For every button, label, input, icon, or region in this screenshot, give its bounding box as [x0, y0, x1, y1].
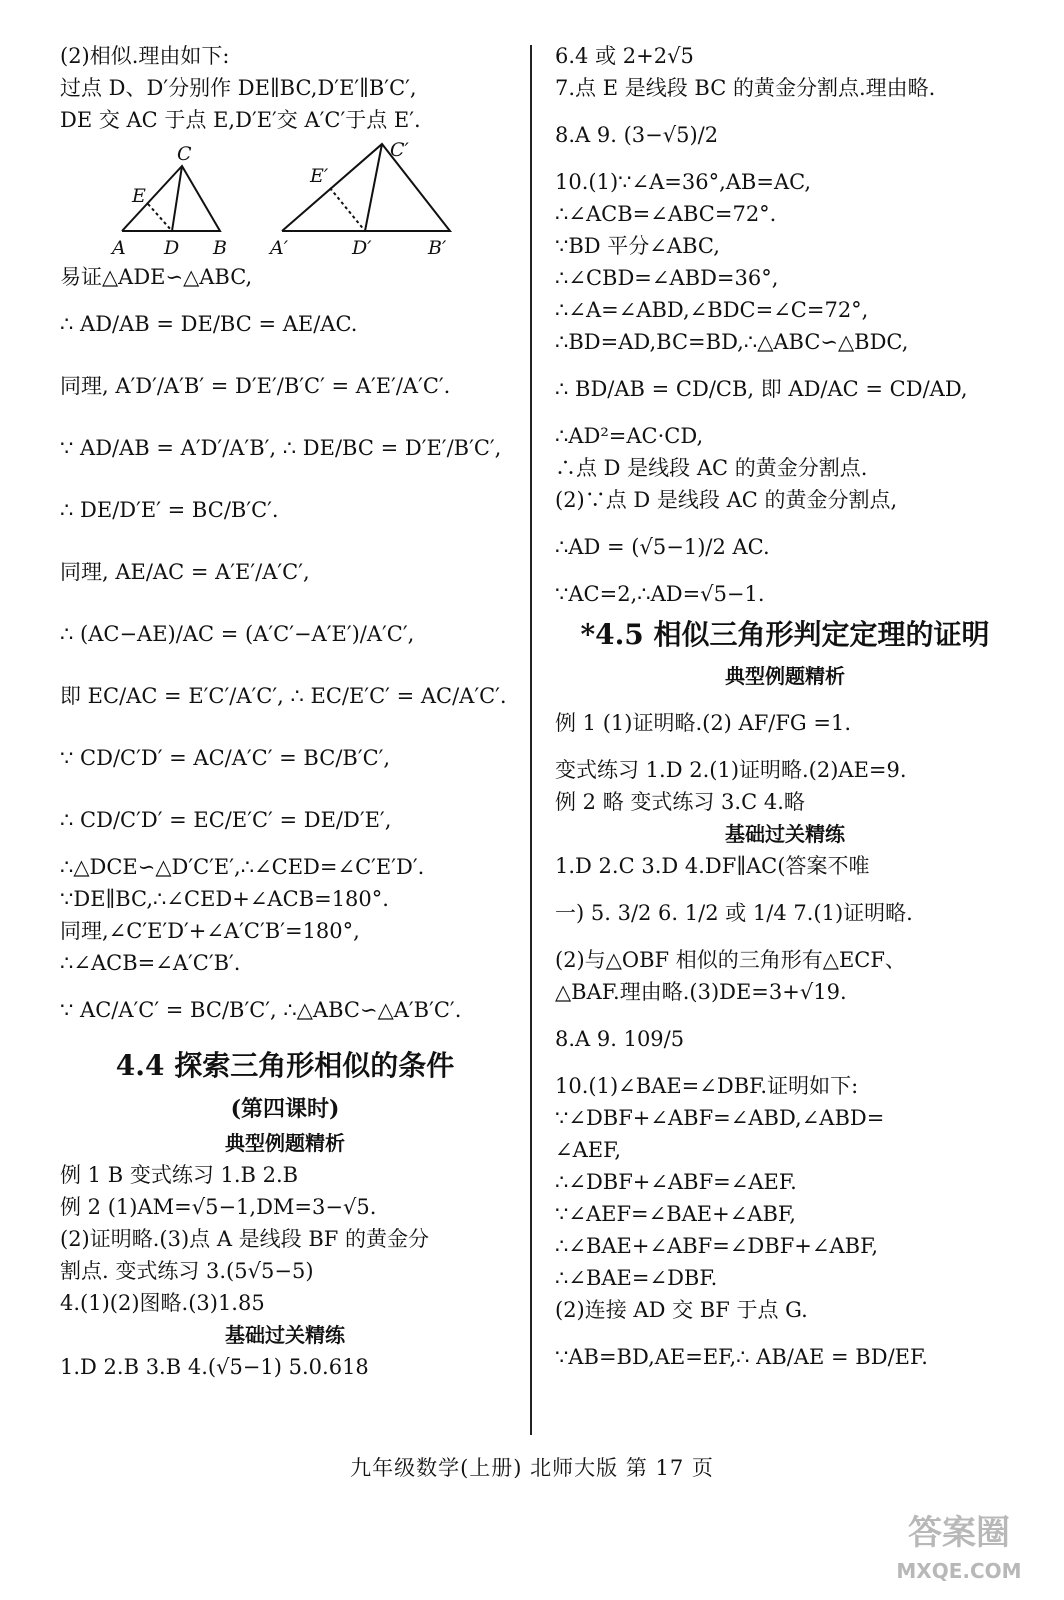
watermark-stamp: [874, 1500, 1044, 1590]
answer-line: ∴∠BAE=∠DBF.: [555, 1266, 718, 1290]
label-c-prime: C′: [390, 139, 409, 161]
answer-line: 同理, AE/AC = A′E′/A′C′,: [60, 560, 310, 584]
answer-line: ∴ (AC−AE)/AC = (A′C′−A′E′)/A′C′,: [60, 622, 415, 646]
answer-line: ∵ CD/C′D′ = AC/A′C′ = BC/B′C′,: [60, 746, 391, 770]
label-a: A: [112, 237, 126, 259]
label-a-prime: A′: [270, 237, 289, 259]
label-b-prime: B′: [428, 237, 447, 259]
left-column: [60, 40, 510, 1383]
answer-line: ∵AB=BD,AE=EF,∴ AB/AE = BD/EF.: [555, 1345, 928, 1369]
label-c: C: [177, 143, 192, 165]
column-divider: [530, 45, 532, 1435]
answer-line: 例 2 略 变式练习 3.C 4.略: [555, 790, 805, 814]
answer-line: 割点. 变式练习 3.(5√5−5): [60, 1259, 314, 1283]
section-heading: *4.5 相似三角形判定定理的证明: [580, 618, 990, 651]
section-heading: 4.4 探索三角形相似的条件: [115, 1049, 455, 1082]
segment-e1d1: [330, 188, 365, 231]
answer-line: 同理,∠C′E′D′+∠A′C′B′=180°,: [60, 919, 360, 943]
answer-line: ∴BD=AD,BC=BD,∴△ABC∽△BDC,: [555, 330, 909, 354]
right-column: [555, 40, 1015, 1388]
answer-line: ∴ CD/C′D′ = EC/E′C′ = DE/D′E′,: [60, 808, 392, 832]
label-b: B: [213, 237, 227, 259]
answer-line: 6.4 或 2+2√5: [555, 44, 694, 68]
answer-line: ∴∠BAE+∠ABF=∠DBF+∠ABF,: [555, 1234, 879, 1258]
answer-line: ∴ BD/AB = CD/CB, 即 AD/AC = CD/AD,: [555, 377, 968, 401]
answer-line: 例 1 B 变式练习 1.B 2.B: [60, 1163, 299, 1187]
answer-line: 8.A 9. (3−√5)/2: [555, 123, 719, 147]
answer-line: (2)∵点 D 是线段 AC 的黄金分割点,: [555, 488, 898, 512]
similar-triangles-diagram: [60, 136, 510, 261]
watermark-line2: MXQE.COM: [896, 1559, 1022, 1583]
answer-line: ∵ AC/A′C′ = BC/B′C′, ∴△ABC∽△A′B′C′.: [60, 998, 462, 1022]
answer-line: 变式练习 1.D 2.(1)证明略.(2)AE=9.: [555, 758, 907, 782]
answer-line: DE 交 AC 于点 E,D′E′交 A′C′于点 E′.: [60, 108, 421, 132]
answer-line: ∠AEF,: [555, 1138, 622, 1162]
triangle-a1b1c1: [282, 144, 450, 231]
triangle-figure: [60, 136, 510, 261]
answer-line: ∴∠CBD=∠ABD=36°,: [555, 266, 779, 290]
section-heading: 典型例题精析: [225, 1131, 345, 1155]
label-e: E: [132, 185, 146, 207]
section-heading: 基础过关精练: [725, 822, 845, 846]
answer-line: ∵AC=2,∴AD=√5−1.: [555, 582, 765, 606]
answer-line: (2)证明略.(3)点 A 是线段 BF 的黄金分: [60, 1227, 430, 1251]
answer-line: 1.D 2.B 3.B 4.(√5−1) 5.0.618: [60, 1355, 369, 1379]
label-d: D: [164, 237, 180, 259]
answer-line: ∴AD²=AC·CD,: [555, 424, 704, 448]
answer-line: ∴∠ACB=∠ABC=72°.: [555, 202, 777, 226]
answer-line: ∴ AD/AB = DE/BC = AE/AC.: [60, 312, 358, 336]
answer-line: ∵BD 平分∠ABC,: [555, 234, 720, 258]
answer-line: (2)与△OBF 相似的三角形有△ECF、: [555, 948, 906, 972]
answer-line: ∴AD = (√5−1)/2 AC.: [555, 535, 770, 559]
answer-line: ∴∠DBF+∠ABF=∠AEF.: [555, 1170, 797, 1194]
answer-line: ∴点 D 是线段 AC 的黄金分割点.: [555, 456, 868, 480]
answer-line: 例 1 (1)证明略.(2) AF/FG =1.: [555, 711, 852, 735]
watermark-line1: 答案圈: [908, 1513, 1010, 1553]
label-d-prime: D′: [352, 237, 372, 259]
answer-line: ∴△DCE∽△D′C′E′,∴∠CED=∠C′E′D′.: [60, 855, 425, 879]
answer-line: 一) 5. 3/2 6. 1/2 或 1/4 7.(1)证明略.: [555, 901, 913, 925]
answer-line: 例 2 (1)AM=√5−1,DM=3−√5.: [60, 1195, 377, 1219]
label-e-prime: E′: [310, 165, 329, 187]
answer-line: 10.(1)∵∠A=36°,AB=AC,: [555, 170, 812, 194]
page-footer: 九年级数学(上册) 北师大版 第 17 页: [350, 1456, 714, 1480]
answer-line: ∴∠ACB=∠A′C′B′.: [60, 951, 241, 975]
answer-line: 过点 D、D′分别作 DE∥BC,D′E′∥B′C′,: [60, 76, 417, 100]
answer-line: ∴∠A=∠ABD,∠BDC=∠C=72°,: [555, 298, 869, 322]
answer-line: 7.点 E 是线段 BC 的黄金分割点.理由略.: [555, 76, 936, 100]
answer-line: 4.(1)(2)图略.(3)1.85: [60, 1291, 265, 1315]
answer-line: (2)相似.理由如下:: [60, 44, 230, 68]
answer-line: ∴ DE/D′E′ = BC/B′C′.: [60, 498, 279, 522]
answer-line: ∵∠DBF+∠ABF=∠ABD,∠ABD=: [555, 1106, 885, 1130]
answer-line: △BAF.理由略.(3)DE=3+√19.: [555, 980, 847, 1004]
answer-line: 1.D 2.C 3.D 4.DF∥AC(答案不唯: [555, 854, 870, 878]
segment-ed: [148, 204, 172, 231]
answer-line: ∵DE∥BC,∴∠CED+∠ACB=180°.: [60, 887, 389, 911]
answer-line: (2)连接 AD 交 BF 于点 G.: [555, 1298, 808, 1322]
section-heading: (第四课时): [230, 1096, 340, 1122]
answer-line: ∵ AD/AB = A′D′/A′B′, ∴ DE/BC = D′E′/B′C′,: [60, 436, 502, 460]
answer-line: 即 EC/AC = E′C′/A′C′, ∴ EC/E′C′ = AC/A′C′.: [60, 684, 507, 708]
section-heading: 典型例题精析: [725, 664, 845, 688]
answer-line: 10.(1)∠BAE=∠DBF.证明如下:: [555, 1074, 859, 1098]
answer-line: 同理, A′D′/A′B′ = D′E′/B′C′ = A′E′/A′C′.: [60, 374, 451, 398]
section-heading: 基础过关精练: [225, 1323, 345, 1347]
answer-line: 8.A 9. 109/5: [555, 1027, 685, 1051]
answer-line: 易证△ADE∽△ABC,: [60, 265, 253, 289]
answer-line: ∵∠AEF=∠BAE+∠ABF,: [555, 1202, 796, 1226]
